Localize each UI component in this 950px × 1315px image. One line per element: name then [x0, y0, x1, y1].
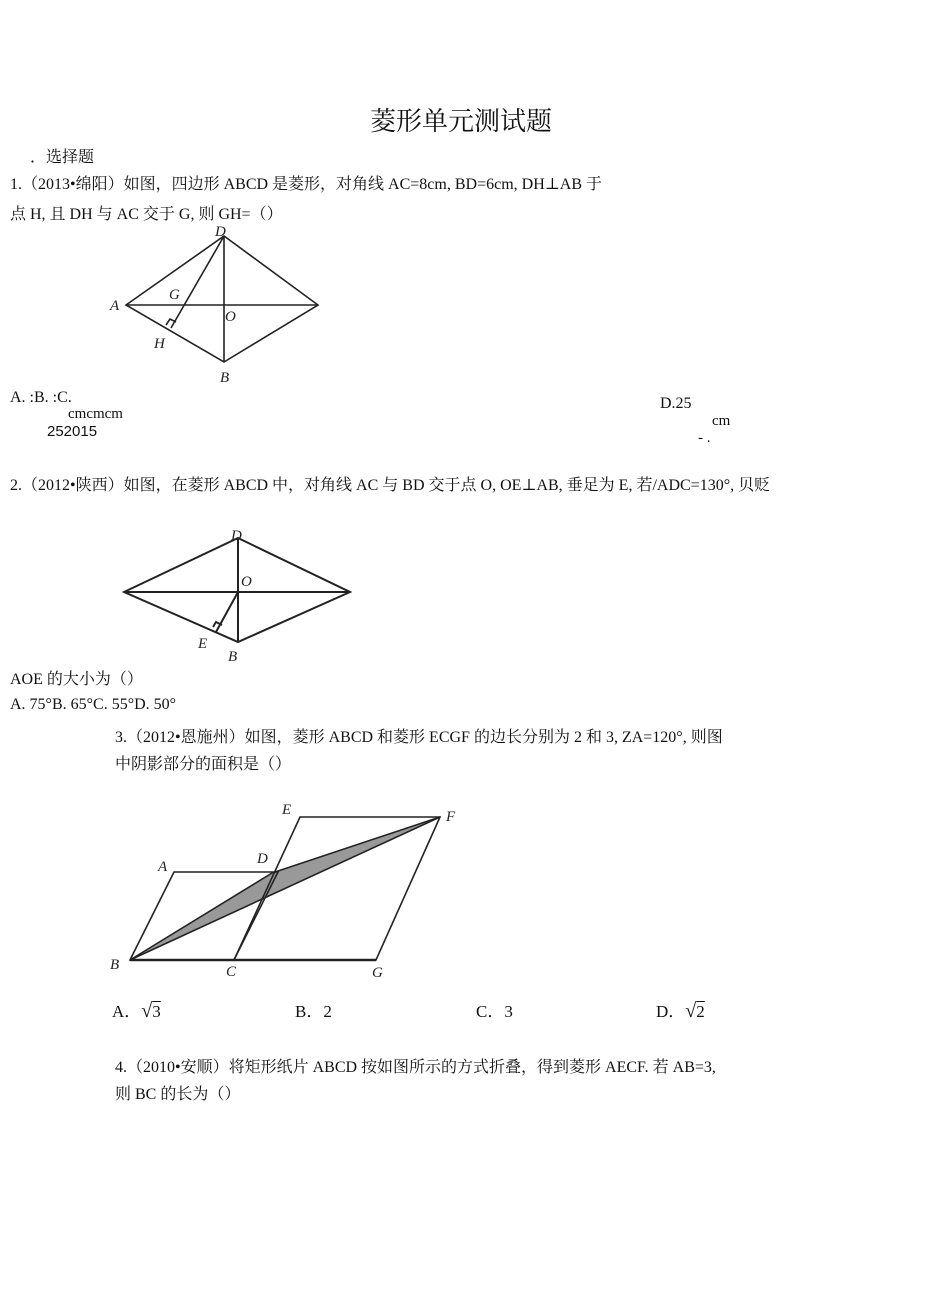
q3-label-a: A — [158, 859, 168, 875]
q3-option-d — [656, 997, 705, 1023]
q3-option-a — [112, 997, 161, 1023]
q3-option-a-letter: A． — [112, 1002, 142, 1021]
q1-label-d: D — [215, 224, 226, 240]
q3-option-a-value: 3 — [152, 1002, 161, 1021]
q2-options: A. 75°B. 65°C. 55°D. 50° — [10, 696, 177, 713]
page-title: 菱形单元测试题 — [370, 107, 553, 136]
q1-options-abc: A. :B. :C. — [10, 389, 72, 406]
q3-label-b: B — [110, 957, 120, 973]
q3-parallelogram-figure — [100, 795, 480, 985]
q1-label-g: G — [169, 287, 180, 303]
q3-option-b-value: 2 — [323, 1002, 332, 1021]
section-heading: ．选择题 — [30, 149, 95, 166]
sqrt-symbol: √ — [685, 1000, 697, 1022]
q3-option-d-value: 2 — [696, 1002, 705, 1021]
q1-text-line1: 1.（2013•绵阳）如图，四边形 ABCD 是菱形，对角线 AC=8cm, BD=6cm, DH⊥AB 于 — [10, 176, 603, 193]
q1-options-units: cmcmcm — [68, 406, 123, 422]
q2-text-line2: AOE 的大小为（） — [10, 671, 143, 688]
q3-label-f: F — [446, 809, 456, 825]
q3-label-c: C — [226, 964, 237, 980]
q2-label-e: E — [198, 636, 208, 652]
sqrt-symbol: √ — [141, 1000, 153, 1022]
q1-label-o: O — [225, 309, 236, 325]
q2-label-d: D — [231, 528, 242, 544]
q1-option-d-fragment: - . — [698, 430, 711, 446]
q4-text-line2: 则 BC 的长为（） — [115, 1086, 241, 1103]
q3-option-c-value: 3 — [504, 1002, 513, 1021]
q1-option-d-unit: cm — [712, 413, 731, 429]
q3-option-c-letter: C． — [476, 1002, 505, 1021]
q1-label-a: A — [110, 298, 120, 314]
q4-text-line1: 4.（2010•安顺）将矩形纸片 ABCD 按如图所示的方式折叠，得到菱形 AECF. 若 AB=3, — [115, 1059, 716, 1076]
q3-option-d-letter: D． — [656, 1002, 686, 1021]
q3-label-d: D — [257, 851, 268, 867]
q3-option-c — [476, 997, 513, 1022]
q3-label-g: G — [372, 965, 383, 981]
q3-label-e: E — [282, 802, 292, 818]
q1-options-numbers: 252015 — [47, 423, 98, 440]
q1-label-b: B — [220, 370, 230, 386]
q2-text-line1: 2.（2012•陕西）如图，在菱形 ABCD 中，对角线 AC 与 BD 交于点 O, OE⊥AB, 垂足为 E, 若/ADC=130°, 贝贬 — [10, 477, 771, 494]
q1-label-h: H — [154, 336, 165, 352]
q2-label-o: O — [241, 574, 252, 590]
q1-text-line2: 点 H, 且 DH 与 AC 交于 G, 则 GH=（） — [10, 206, 283, 223]
q2-label-b: B — [228, 649, 238, 665]
q3-text-line2: 中阴影部分的面积是（） — [115, 756, 292, 773]
q3-text-line1: 3.（2012•恩施州）如图，菱形 ABCD 和菱形 ECGF 的边长分别为 2 和 3, ZA=120°, 则图 — [115, 729, 723, 746]
q3-option-b-letter: B． — [295, 1002, 324, 1021]
q2-rhombus-figure — [110, 528, 370, 668]
q3-option-b — [295, 997, 332, 1022]
q1-option-d: D.25 — [660, 395, 692, 412]
q1-rhombus-figure — [100, 218, 340, 390]
